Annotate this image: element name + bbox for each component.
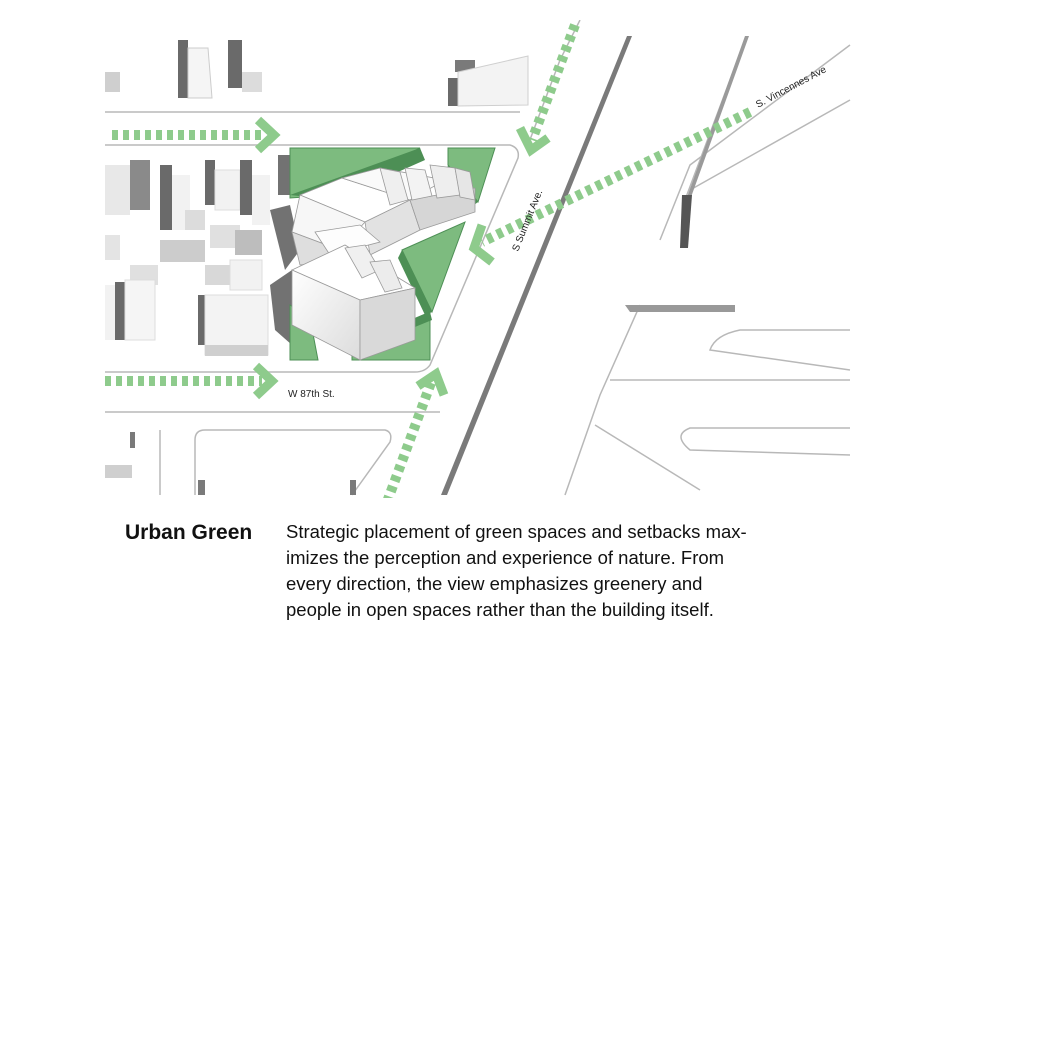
caption-line: imizes the perception and experience of nature. From [286, 547, 725, 568]
caption-line: Strategic placement of green spaces and setbacks max- [286, 521, 747, 542]
caption-line: every direction, the view emphasizes greenery and [286, 573, 703, 594]
caption-line: people in open spaces rather than the building itself. [286, 599, 714, 620]
caption-title: Urban Green [125, 521, 253, 544]
street-label-summit: S Summit Ave. [510, 188, 546, 254]
street-label-w87th: W 87th St. [288, 389, 335, 400]
arrow-south [387, 380, 432, 498]
street-label-vincennes: S. Vincennes Ave [754, 64, 829, 111]
arrow-west-bottom-head [256, 366, 272, 396]
caption-body [286, 519, 826, 623]
site-diagram [105, 20, 851, 498]
